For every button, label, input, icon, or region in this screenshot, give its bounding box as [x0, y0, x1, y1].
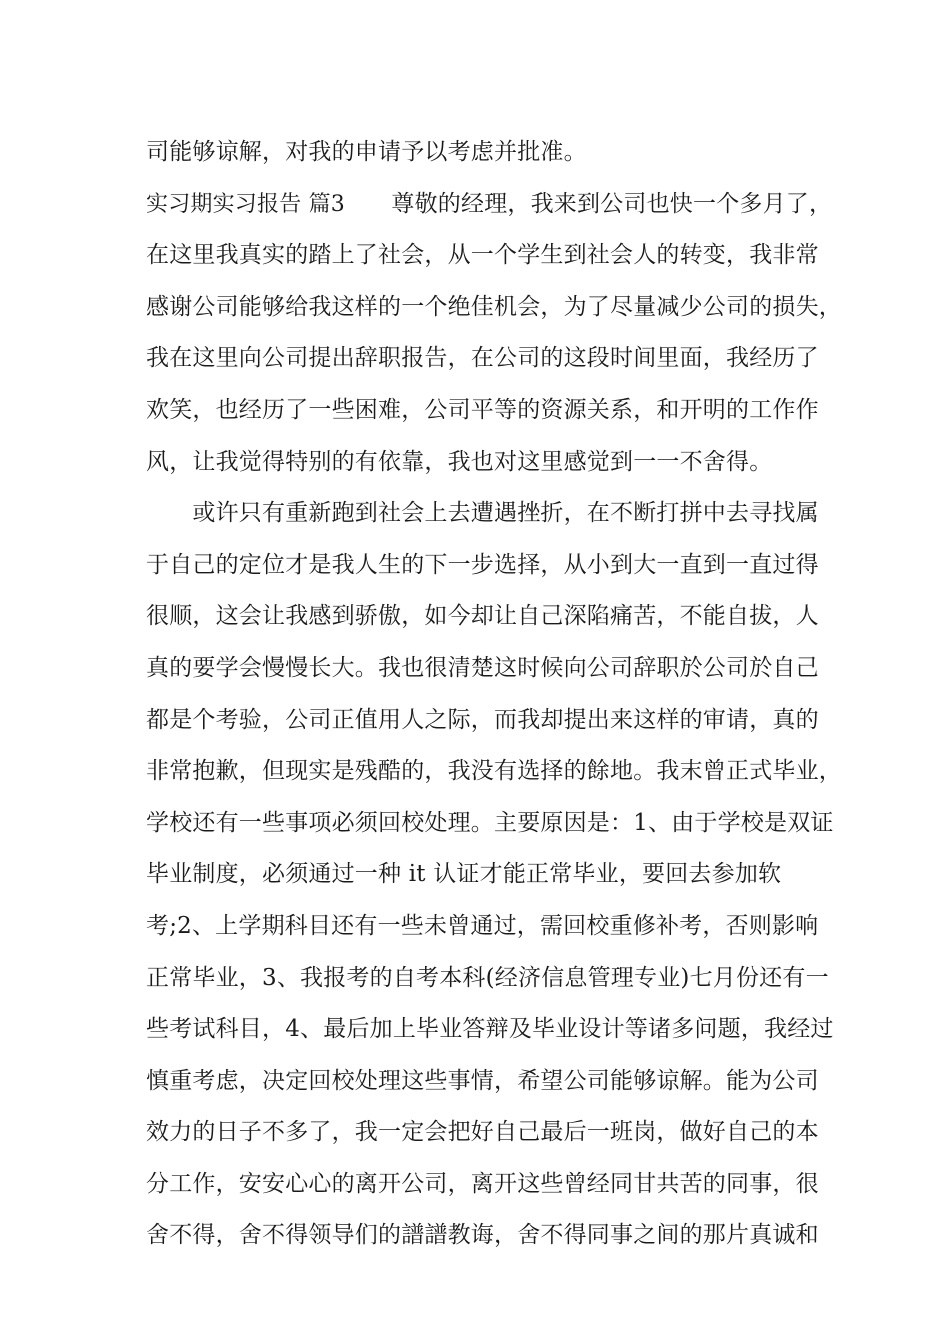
text-line: 分工作，安安心心的离开公司，离开这些曾经同甘共苦的同事，很: [146, 1170, 819, 1197]
text-line: 司能够谅解，对我的申请予以考虑并批准。: [146, 139, 587, 165]
text-line: 都是个考验，公司正值用人之际，而我却提出来这样的审请，真的: [146, 706, 819, 733]
text-line: 在这里我真实的踏上了社会，从一个学生到社会人的转变，我非常: [146, 242, 819, 269]
text-line: 感谢公司能够给我这样的一个绝佳机会，为了尽量减少公司的损失，: [146, 293, 842, 320]
text-line: 舍不得，舍不得领导们的譜譜教诲，舍不得同事之间的那片真诚和: [146, 1222, 819, 1249]
text-line: 非常抱歉，但现实是残酷的，我没有选择的餘地。我末曾正式毕业，: [146, 758, 842, 785]
text-line: 效力的日子不多了，我一定会把好自己最后一班岗，做好自己的本: [146, 1119, 819, 1146]
text-line: 考;2、上学期科目还有一些未曾通过，需回校重修补考，否则影响: [146, 912, 819, 939]
heading-line-text: 尊敬的经理，我来到公司也快一个多月了，: [391, 190, 833, 217]
text-line: 很顺，这会让我感到骄傲，如今却让自己深陷痛苦，不能自拔，人: [146, 603, 819, 630]
text-line: [146, 186, 833, 238]
text-line: 毕业制度，必须通过一种 it 认证才能正常毕业，要回去参加软: [146, 861, 782, 888]
text-line: 于自己的定位才是我人生的下一步选择，从小到大一直到一直过得: [146, 551, 819, 578]
text-line: 欢笑，也经历了一些困难，公司平等的资源关系，和开明的工作作: [146, 396, 819, 423]
text-line: 慎重考虑，决定回校处理这些事情，希望公司能够谅解。能为公司: [146, 1067, 819, 1094]
text-line: 真的要学会慢慢长大。我也很清楚这时候向公司辞职於公司於自己: [146, 654, 819, 681]
text-line: 风，让我觉得特别的有依靠，我也对这里感觉到一一不舍得。: [146, 448, 773, 475]
text-line: 正常毕业，3、我报考的自考本科(经济信息管理专业)七月份还有一: [146, 964, 829, 991]
section-heading: 实习期实习报告 篇3: [146, 191, 345, 217]
heading-gap: [345, 191, 391, 217]
text-line: 我在这里向公司提出辞职报告，在公司的这段时间里面，我经历了: [146, 345, 819, 372]
body-text: [146, 134, 842, 1269]
text-line: 或许只有重新跑到社会上去遭遇挫折，在不断打拼中去寻找属: [146, 500, 819, 527]
text-line: 些考试科目，4、最后加上毕业答辩及毕业设计等诸多问题，我经过: [146, 1016, 834, 1043]
text-line: 学校还有一些事项必须回校处理。主要原因是：1、由于学校是双证: [146, 809, 834, 836]
